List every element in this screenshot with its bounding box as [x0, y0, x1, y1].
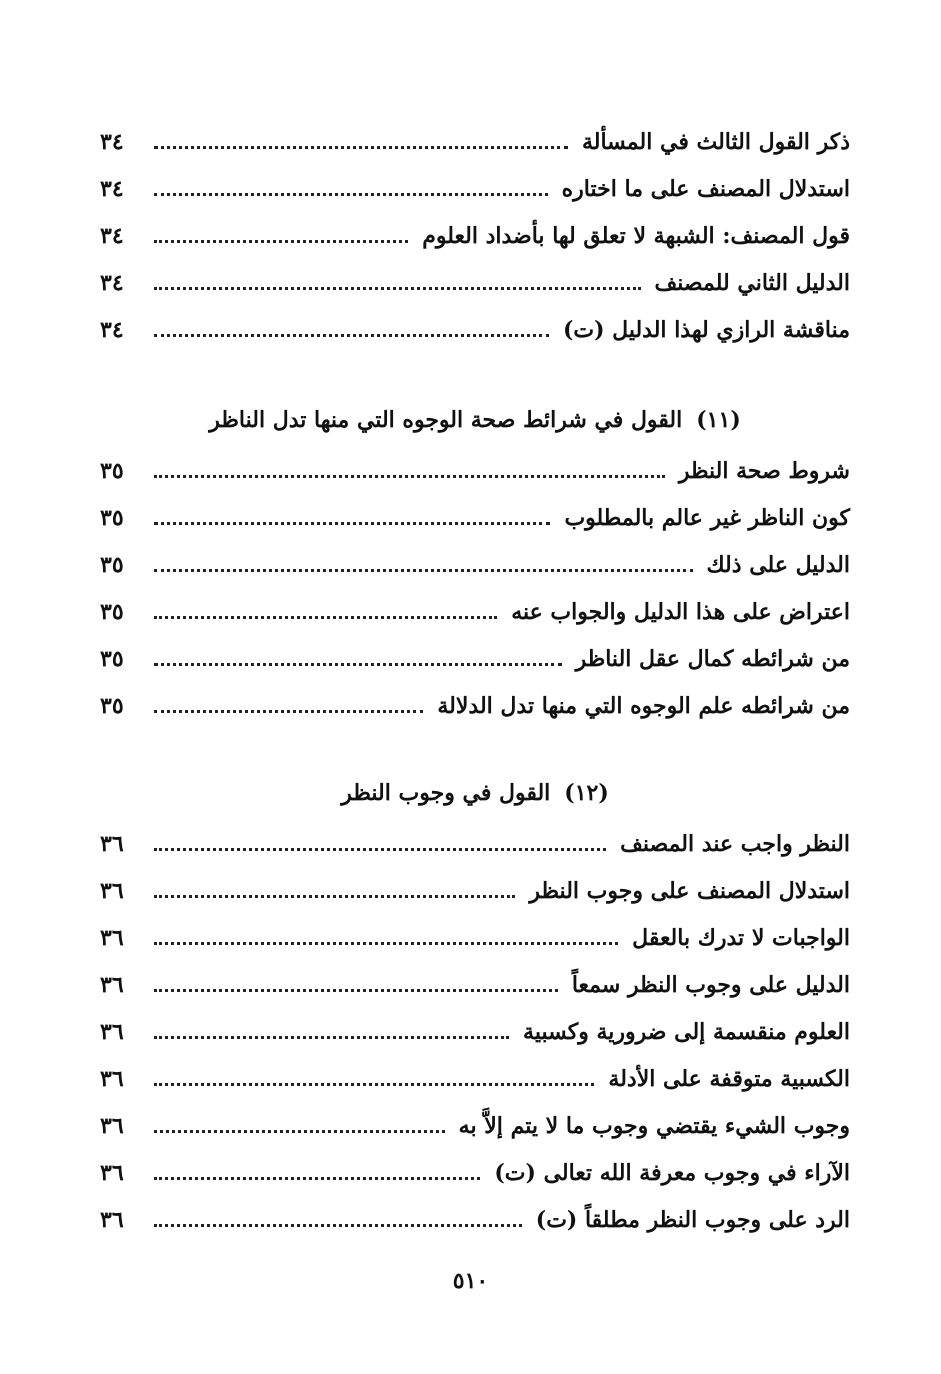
toc-entry-title: العلوم منقسمة إلى ضرورية وكسبية: [523, 1018, 850, 1045]
toc-entry: [100, 914, 850, 961]
toc-entry-title: شروط صحة النظر: [678, 457, 850, 484]
dot-leader: [154, 1224, 522, 1227]
toc-entry-page: ٣٤: [100, 269, 124, 296]
dot-leader: [154, 569, 693, 572]
toc-entry-page: ٣٦: [100, 971, 124, 998]
section-number: (١١): [696, 407, 741, 433]
dot-leader: [154, 1130, 445, 1133]
dot-leader: [154, 989, 558, 992]
toc-entry-title: الواجبات لا تدرك بالعقل: [632, 924, 850, 951]
toc-entry: [100, 541, 850, 588]
toc-entry: [100, 961, 850, 1008]
toc-entry-page: ٣٥: [100, 504, 124, 531]
dot-leader: [154, 287, 641, 290]
toc-entry: [100, 588, 850, 635]
toc-group-a: [100, 118, 850, 353]
toc-entry-page: ٣٥: [100, 692, 124, 719]
toc-section-12: [100, 768, 850, 1243]
toc-entry-page: ٣٦: [100, 1206, 124, 1233]
toc-entry: [100, 1149, 850, 1196]
toc-entry-title: ذكر القول الثالث في المسألة: [581, 128, 850, 155]
toc-entry: [100, 212, 850, 259]
dot-leader: [154, 475, 665, 478]
dot-leader: [154, 616, 497, 619]
toc-entry-page: ٣٥: [100, 551, 124, 578]
toc-entry: [100, 306, 850, 353]
section-title: القول في شرائط صحة الوجوه التي منها تدل الناظر: [209, 407, 683, 433]
dot-leader: [154, 522, 550, 525]
section-number: (١٢): [564, 780, 609, 806]
toc-entry-page: ٣٤: [100, 175, 124, 202]
toc-entry-page: ٣٤: [100, 222, 124, 249]
toc-entry-title: وجوب الشيء يقتضي وجوب ما لا يتم إلاَّ به: [458, 1112, 850, 1139]
dot-leader: [154, 1177, 480, 1180]
toc-section-11: [100, 395, 850, 729]
toc-entry: [100, 682, 850, 729]
dot-leader: [154, 146, 568, 149]
toc-entry-page: ٣٦: [100, 1159, 124, 1186]
toc-entry-title: الآراء في وجوب معرفة الله تعالى (ت): [494, 1159, 850, 1186]
toc-entry-title: الدليل على ذلك: [706, 551, 850, 578]
section-title: القول في وجوب النظر: [341, 780, 551, 806]
toc-entry: [100, 1196, 850, 1243]
toc-entry: [100, 635, 850, 682]
dot-leader: [154, 1083, 594, 1086]
section-heading: [100, 768, 850, 818]
toc-entry-page: ٣٥: [100, 598, 124, 625]
toc-entry-title: من شرائطه كمال عقل الناظر: [575, 645, 850, 672]
toc-entry: [100, 118, 850, 165]
dot-leader: [154, 1036, 509, 1039]
toc-entry: [100, 494, 850, 541]
page-number: ٥١٠: [452, 1268, 489, 1294]
dot-leader: [154, 663, 562, 666]
dot-leader: [154, 193, 548, 196]
toc-entry-title: اعتراض على هذا الدليل والجواب عنه: [511, 598, 850, 625]
toc-entry-page: ٣٥: [100, 457, 124, 484]
dot-leader: [154, 710, 423, 713]
toc-entry-page: ٣٤: [100, 316, 124, 343]
toc-entry-page: ٣٦: [100, 877, 124, 904]
toc-entry: [100, 867, 850, 914]
toc-entry-page: ٣٦: [100, 1018, 124, 1045]
toc-entry-title: الكسبية متوقفة على الأدلة: [608, 1065, 850, 1092]
toc-entry-title: الرد على وجوب النظر مطلقاً (ت): [535, 1206, 850, 1233]
toc-entry-title: النظر واجب عند المصنف: [620, 830, 850, 857]
toc-entry: [100, 1008, 850, 1055]
toc-entry-page: ٣٦: [100, 924, 124, 951]
dot-leader: [154, 334, 549, 337]
toc-entry: [100, 165, 850, 212]
toc-entry-page: ٣٦: [100, 1112, 124, 1139]
toc-entry-page: ٣٤: [100, 128, 124, 155]
toc-entry-page: ٣٦: [100, 1065, 124, 1092]
section-heading: [100, 395, 850, 445]
dot-leader: [154, 240, 408, 243]
toc-entry-title: كون الناظر غير عالم بالمطلوب: [564, 504, 850, 531]
dot-leader: [154, 942, 618, 945]
toc-entry-title: قول المصنف: الشبهة لا تعلق لها بأضداد العلوم: [422, 222, 850, 249]
dot-leader: [154, 895, 515, 898]
toc-entry-title: مناقشة الرازي لهذا الدليل (ت): [562, 316, 850, 343]
toc-entry-title: الدليل الثاني للمصنف: [654, 269, 850, 296]
toc-entry-title: الدليل على وجوب النظر سمعاً: [571, 971, 850, 998]
toc-entry-page: ٣٥: [100, 645, 124, 672]
toc-entry-page: ٣٦: [100, 830, 124, 857]
toc-entry: [100, 1102, 850, 1149]
toc-entry-title: استدلال المصنف على وجوب النظر: [529, 877, 850, 904]
toc-entry: [100, 259, 850, 306]
toc-entry-title: من شرائطه علم الوجوه التي منها تدل الدلالة: [437, 692, 850, 719]
toc-entry: [100, 447, 850, 494]
toc-entry: [100, 820, 850, 867]
toc-entry-title: استدلال المصنف على ما اختاره: [561, 175, 850, 202]
dot-leader: [154, 848, 606, 851]
toc-entry: [100, 1055, 850, 1102]
